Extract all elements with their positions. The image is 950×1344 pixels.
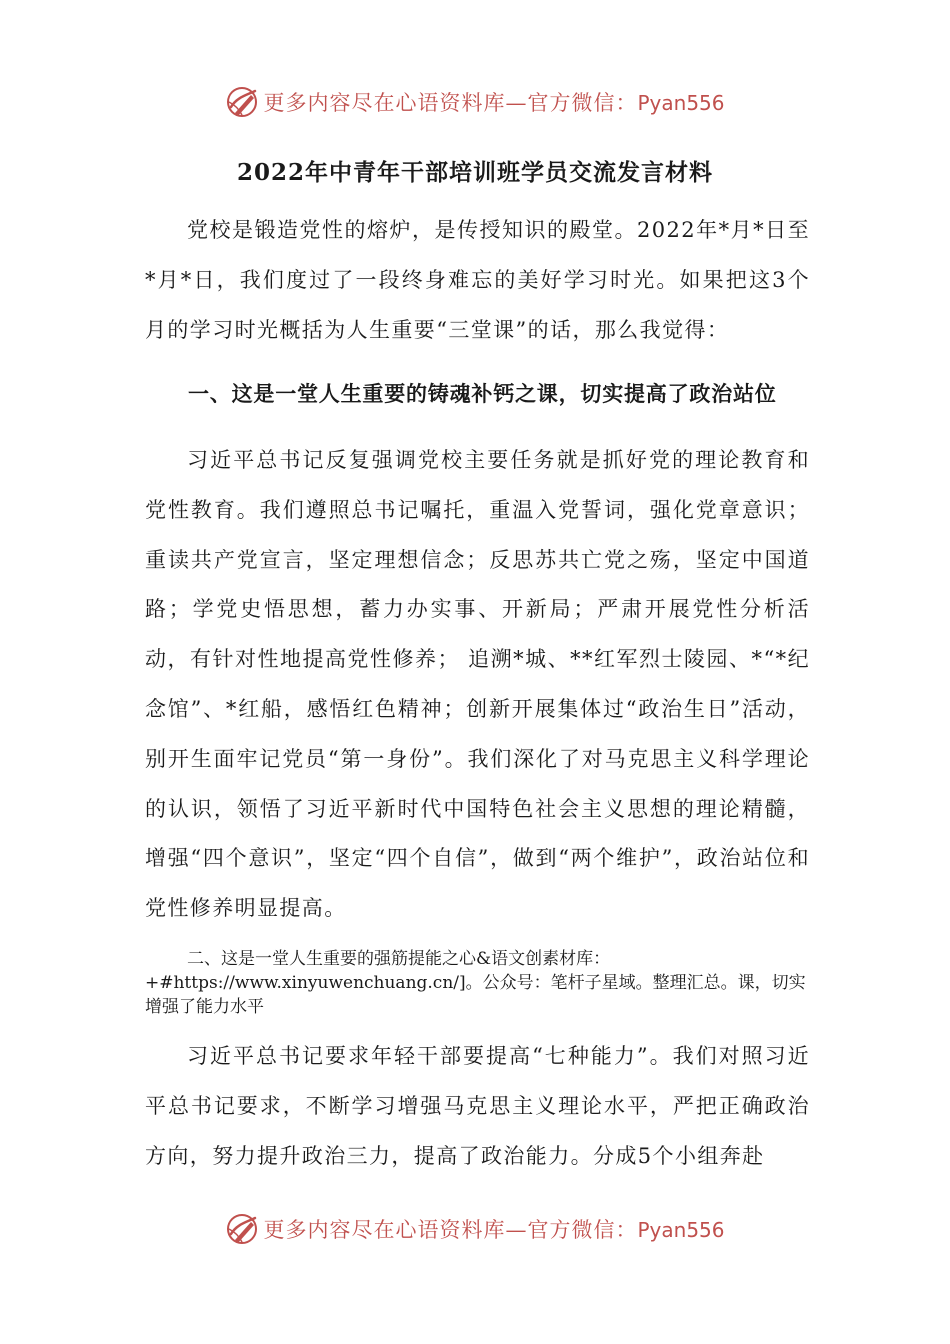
intro-paragraph: 党校是锻造党性的熔炉，是传授知识的殿堂。2022年*月*日至*月*日，我们度过了一段终身难忘的美好学习时光。如果把这3个月的学习时光概括为人生重要“三堂课”的话，那么我觉得： [145,218,810,342]
pen-logo-icon [225,85,259,119]
section-1-paragraph: 习近平总书记反复强调党校主要任务就是抓好党的理论教育和党性教育。我们遵照总书记嘱托，重温入党誓词，强化党章意识；重读共产党宣言，坚定理想信念；反思苏共亡党之殇，坚定中国道路；学党史悟思想，蓄力办实事、开新局；严肃开展党性分析活动，有针对性地提高党性修养； 追溯*城、**红军烈士陵园、*“*纪念馆”、*红船，感悟红色精神；创新开展集体过“政治生日”活动，别开生面牢记党员“第一身份”。我们深化了对马克思主义科学理论的认识，领悟了习近平新时代中国特色社会主义思想的理论精髓，增强“四个意识”，坚定“四个自信”，做到“两个维护”，政治站位和党性修养明显提高。 [145,448,810,921]
header-wechat-id: Pyan556 [637,91,725,115]
section-heading-1: 一、这是一堂人生重要的铸魂补钙之课，切实提高了政治站位 [188,381,777,406]
footer-banner [0,1209,950,1249]
section-heading-2: 二、这是一堂人生重要的强筋提能之心&语文创素材库：+#https://www.xinyuwenchuang.cn/]。公众号：笔杆子星域。整理汇总。课，切实增强了能力水平 [145,949,806,1017]
footer-wechat-id: Pyan556 [637,1218,725,1242]
section-2-paragraph: 习近平总书记要求年轻干部要提高“七种能力”。我们对照习近平总书记要求，不断学习增强马克思主义理论水平，严把正确政治方向，努力提升政治三力，提高了政治能力。分成5个小组奔赴 [145,1044,810,1168]
pen-logo-icon [225,1212,259,1246]
footer-banner-text: 更多内容尽在心语资料库—官方微信：Pyan556 [263,1218,725,1242]
document-title: 2022年中青年干部培训班学员交流发言材料 [236,159,713,186]
header-banner-text: 更多内容尽在心语资料库—官方微信：Pyan556 [263,91,725,115]
header-banner [0,82,950,122]
